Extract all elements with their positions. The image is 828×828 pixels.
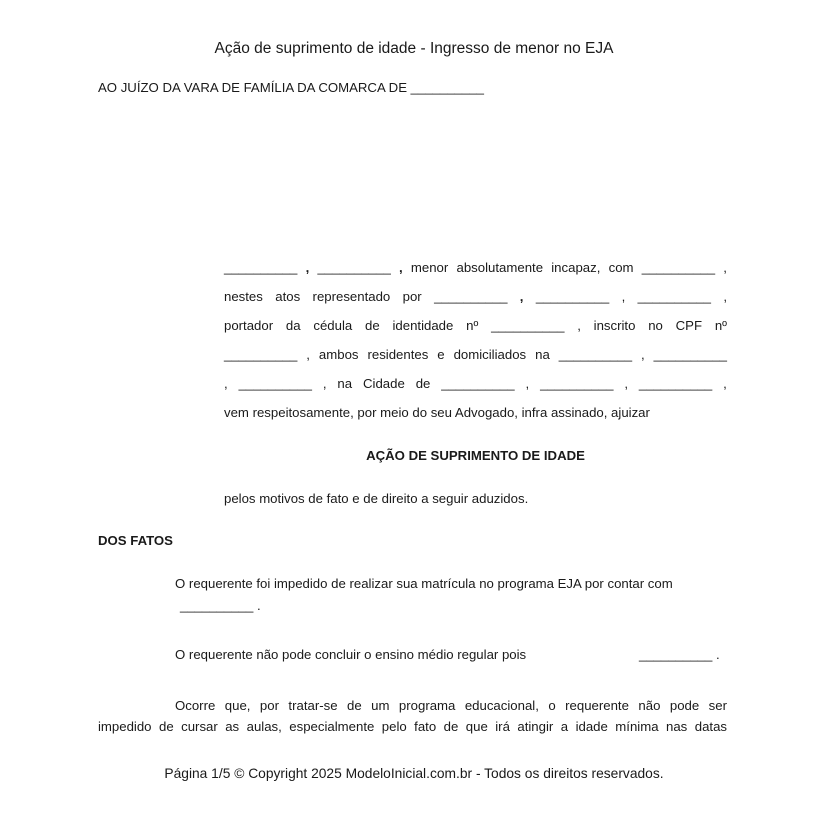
document-title: Ação de suprimento de idade - Ingresso de menor no EJA (214, 40, 614, 57)
word: menor (410, 260, 449, 275)
word: de (415, 376, 431, 391)
word: portador (224, 318, 274, 333)
qualification-line-1 (224, 260, 727, 275)
fact-1-line-1: O requerente foi impedido de realizar sua matrícula no programa EJA por contar com (175, 576, 673, 591)
word: nestes (224, 289, 263, 304)
blank-field: __________ (540, 376, 614, 391)
comma: , (305, 260, 310, 275)
blank-field: __________ (317, 260, 391, 275)
word: da (285, 318, 301, 333)
word: CPF (675, 318, 703, 333)
comma: , (525, 376, 530, 391)
fact-2-blank: __________ . (639, 647, 720, 662)
word: com (608, 260, 634, 275)
blank-field: __________ (224, 260, 298, 275)
word: ambos (318, 347, 359, 362)
qualification-line-3 (224, 318, 727, 333)
word: cédula (313, 318, 353, 333)
blank-field: __________ (535, 289, 610, 304)
qualification-line-2 (224, 289, 727, 304)
section-title: DOS FATOS (98, 533, 173, 548)
comma: , (224, 376, 228, 391)
comma: , (723, 376, 727, 391)
word: Cidade (362, 376, 405, 391)
comma: , (399, 260, 403, 275)
qualification-line-5 (224, 376, 727, 391)
word: nº (466, 318, 479, 333)
blank-field: __________ (637, 289, 711, 304)
qualification-line-4 (224, 347, 727, 362)
word: nº (714, 318, 727, 333)
fact-1-blank: __________ . (180, 598, 261, 613)
word: na (337, 376, 353, 391)
addressee-line: AO JUÍZO DA VARA DE FAMÍLIA DA COMARCA DE __________ (98, 80, 485, 95)
blank-field: __________ (434, 289, 508, 304)
blank-field: __________ (638, 376, 713, 391)
blank-field: __________ (224, 347, 298, 362)
comma: , (723, 260, 727, 275)
blank-field: __________ (238, 376, 312, 391)
comma: , (322, 376, 327, 391)
comma: , (723, 289, 727, 304)
fact-3-line-2: impedido de cursar as aulas, especialmente pelo fato de que irá atingir a idade mínima nas datas (98, 719, 727, 734)
word: atos (275, 289, 301, 304)
fact-2-text: O requerente não pode concluir o ensino médio regular pois (175, 647, 527, 662)
blank-field: __________ (641, 260, 716, 275)
comma: , (577, 318, 581, 333)
comma: , (624, 376, 629, 391)
word: e (437, 347, 445, 362)
page-footer: Página 1/5 © Copyright 2025 ModeloInicial.com.br - Todos os direitos reservados. (164, 766, 664, 781)
comma: , (519, 289, 524, 304)
fact-3-line-1: Ocorre que, por tratar-se de um programa educacional, o requerente não pode ser (175, 698, 727, 713)
word: inscrito (593, 318, 636, 333)
word: domiciliados (453, 347, 527, 362)
blank-field: __________ (653, 347, 727, 362)
word: representado (312, 289, 391, 304)
word: residentes (367, 347, 429, 362)
word: na (535, 347, 550, 362)
word: no (648, 318, 663, 333)
qualification-line-6: vem respeitosamente, por meio do seu Advogado, infra assinado, ajuizar (224, 405, 650, 420)
blank-field: __________ (558, 347, 633, 362)
motives-line: pelos motivos de fato e de direito a seguir aduzidos. (224, 491, 529, 506)
blank-field: __________ (441, 376, 515, 391)
word: por (402, 289, 422, 304)
word: de (365, 318, 380, 333)
comma: , (641, 347, 645, 362)
action-heading: AÇÃO DE SUPRIMENTO DE IDADE (366, 448, 585, 463)
comma: , (621, 289, 626, 304)
word: incapaz, (551, 260, 601, 275)
comma: , (306, 347, 310, 362)
blank-field: __________ (491, 318, 565, 333)
word: absolutamente (456, 260, 544, 275)
word: identidade (392, 318, 454, 333)
